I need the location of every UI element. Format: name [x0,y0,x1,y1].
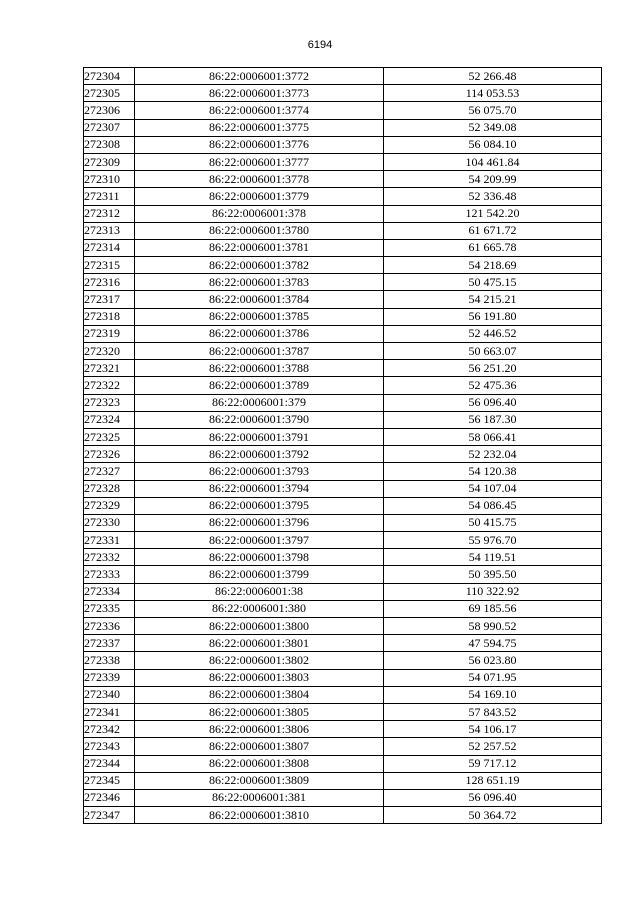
cadastral-number-cell: 86:22:0006001:3776 [135,136,384,153]
cadastral-number-cell: 86:22:0006001:3779 [135,188,384,205]
table-row [84,772,602,789]
cadastral-value-cell: 54 215.21 [384,291,602,308]
cadastral-number-cell: 86:22:0006001:3784 [135,291,384,308]
cadastral-number-cell: 86:22:0006001:3798 [135,549,384,566]
cadastral-number-cell: 86:22:0006001:3793 [135,463,384,480]
row-id-cell: 272345 [84,772,135,789]
table-row [84,222,602,239]
row-id-cell: 272316 [84,274,135,291]
cadastral-value-cell: 58 066.41 [384,428,602,445]
cadastral-value-cell: 59 717.12 [384,755,602,772]
table-row [84,686,602,703]
table-row [84,205,602,222]
cadastral-value-cell: 55 976.70 [384,532,602,549]
row-id-cell: 272339 [84,669,135,686]
cadastral-number-cell: 86:22:0006001:3780 [135,222,384,239]
cadastral-number-cell: 86:22:0006001:3805 [135,703,384,720]
row-id-cell: 272309 [84,153,135,170]
row-id-cell: 272333 [84,566,135,583]
cadastral-value-cell: 121 542.20 [384,205,602,222]
cadastral-value-cell: 56 187.30 [384,411,602,428]
row-id-cell: 272312 [84,205,135,222]
cadastral-number-cell: 86:22:0006001:3777 [135,153,384,170]
table-row [84,411,602,428]
cadastral-value-cell: 54 119.51 [384,549,602,566]
cadastral-number-cell: 86:22:0006001:3795 [135,497,384,514]
cadastral-number-cell: 86:22:0006001:3778 [135,171,384,188]
row-id-cell: 272320 [84,343,135,360]
table-row [84,618,602,635]
cadastral-value-cell: 56 251.20 [384,360,602,377]
table-body [84,68,602,824]
table-row [84,171,602,188]
table-row [84,514,602,531]
cadastral-value-cell: 54 071.95 [384,669,602,686]
cadastral-number-cell: 86:22:0006001:3788 [135,360,384,377]
table-row [84,291,602,308]
row-id-cell: 272307 [84,119,135,136]
row-id-cell: 272324 [84,411,135,428]
table-row [84,532,602,549]
cadastral-number-cell: 86:22:0006001:3804 [135,686,384,703]
cadastral-number-cell: 86:22:0006001:3782 [135,257,384,274]
cadastral-value-cell: 50 475.15 [384,274,602,291]
cadastral-number-cell: 86:22:0006001:3783 [135,274,384,291]
cadastral-value-cell: 54 106.17 [384,721,602,738]
row-id-cell: 272327 [84,463,135,480]
cadastral-value-cell: 56 096.40 [384,789,602,806]
table-row [84,239,602,256]
table-row [84,789,602,806]
row-id-cell: 272344 [84,755,135,772]
cadastral-value-cell: 47 594.75 [384,635,602,652]
cadastral-value-cell: 54 086.45 [384,497,602,514]
cadastral-number-cell: 86:22:0006001:3774 [135,102,384,119]
table-row [84,102,602,119]
row-id-cell: 272325 [84,428,135,445]
cadastral-value-cell: 52 336.48 [384,188,602,205]
cadastral-value-cell: 54 209.99 [384,171,602,188]
table-row [84,703,602,720]
cadastral-number-cell: 86:22:0006001:3797 [135,532,384,549]
cadastral-number-cell: 86:22:0006001:3790 [135,411,384,428]
table-row [84,325,602,342]
row-id-cell: 272313 [84,222,135,239]
table-row [84,377,602,394]
cadastral-number-cell: 86:22:0006001:3787 [135,343,384,360]
cadastral-value-cell: 54 107.04 [384,480,602,497]
cadastral-number-cell: 86:22:0006001:378 [135,205,384,222]
cadastral-value-cell: 56 084.10 [384,136,602,153]
row-id-cell: 272338 [84,652,135,669]
table-row [84,85,602,102]
cadastral-number-cell: 86:22:0006001:3775 [135,119,384,136]
row-id-cell: 272342 [84,721,135,738]
row-id-cell: 272308 [84,136,135,153]
table-row [84,669,602,686]
row-id-cell: 272337 [84,635,135,652]
row-id-cell: 272332 [84,549,135,566]
row-id-cell: 272334 [84,583,135,600]
table-row [84,68,602,85]
cadastral-number-cell: 86:22:0006001:3807 [135,738,384,755]
table-row [84,566,602,583]
cadastral-value-cell: 50 364.72 [384,807,602,824]
cadastral-number-cell: 86:22:0006001:380 [135,600,384,617]
cadastral-number-cell: 86:22:0006001:3802 [135,652,384,669]
cadastral-number-cell: 86:22:0006001:38 [135,583,384,600]
cadastral-value-cell: 56 075.70 [384,102,602,119]
cadastral-number-cell: 86:22:0006001:3789 [135,377,384,394]
cadastral-value-cell: 61 671.72 [384,222,602,239]
table-row [84,153,602,170]
table-row [84,274,602,291]
table-row [84,807,602,824]
row-id-cell: 272304 [84,68,135,85]
page-number: 6194 [307,39,333,51]
row-id-cell: 272321 [84,360,135,377]
table-row [84,635,602,652]
row-id-cell: 272335 [84,600,135,617]
cadastral-number-cell: 86:22:0006001:3800 [135,618,384,635]
cadastral-value-cell: 50 415.75 [384,514,602,531]
row-id-cell: 272328 [84,480,135,497]
row-id-cell: 272311 [84,188,135,205]
row-id-cell: 272317 [84,291,135,308]
cadastral-number-cell: 86:22:0006001:3792 [135,446,384,463]
table-row [84,257,602,274]
table-row [84,428,602,445]
cadastral-number-cell: 86:22:0006001:3794 [135,480,384,497]
cadastral-value-cell: 50 663.07 [384,343,602,360]
table-row [84,652,602,669]
cadastral-value-cell: 57 843.52 [384,703,602,720]
cadastral-value-table [83,67,602,824]
cadastral-value-cell: 54 218.69 [384,257,602,274]
cadastral-number-cell: 86:22:0006001:3786 [135,325,384,342]
cadastral-number-cell: 86:22:0006001:3810 [135,807,384,824]
row-id-cell: 272331 [84,532,135,549]
cadastral-number-cell: 86:22:0006001:3773 [135,85,384,102]
cadastral-value-cell: 52 475.36 [384,377,602,394]
cadastral-number-cell: 86:22:0006001:3801 [135,635,384,652]
cadastral-number-cell: 86:22:0006001:3803 [135,669,384,686]
row-id-cell: 272310 [84,171,135,188]
table-row [84,755,602,772]
cadastral-value-cell: 52 349.08 [384,119,602,136]
row-id-cell: 272340 [84,686,135,703]
row-id-cell: 272326 [84,446,135,463]
table-row [84,721,602,738]
cadastral-value-cell: 54 169.10 [384,686,602,703]
cadastral-number-cell: 86:22:0006001:379 [135,394,384,411]
cadastral-number-cell: 86:22:0006001:3796 [135,514,384,531]
table-row [84,549,602,566]
row-id-cell: 272315 [84,257,135,274]
cadastral-number-cell: 86:22:0006001:381 [135,789,384,806]
cadastral-number-cell: 86:22:0006001:3808 [135,755,384,772]
cadastral-value-cell: 61 665.78 [384,239,602,256]
row-id-cell: 272319 [84,325,135,342]
table-row [84,136,602,153]
row-id-cell: 272322 [84,377,135,394]
row-id-cell: 272323 [84,394,135,411]
row-id-cell: 272329 [84,497,135,514]
table-row [84,360,602,377]
table-row [84,600,602,617]
cadastral-number-cell: 86:22:0006001:3791 [135,428,384,445]
table-row [84,497,602,514]
table-row [84,119,602,136]
cadastral-number-cell: 86:22:0006001:3806 [135,721,384,738]
cadastral-value-cell: 52 257.52 [384,738,602,755]
row-id-cell: 272347 [84,807,135,824]
table-row [84,394,602,411]
row-id-cell: 272318 [84,308,135,325]
row-id-cell: 272314 [84,239,135,256]
cadastral-value-cell: 56 096.40 [384,394,602,411]
row-id-cell: 272330 [84,514,135,531]
row-id-cell: 272305 [84,85,135,102]
row-id-cell: 272346 [84,789,135,806]
cadastral-value-cell: 114 053.53 [384,85,602,102]
cadastral-number-cell: 86:22:0006001:3809 [135,772,384,789]
row-id-cell: 272341 [84,703,135,720]
cadastral-value-cell: 69 185.56 [384,600,602,617]
table-row [84,738,602,755]
cadastral-value-cell: 56 191.80 [384,308,602,325]
row-id-cell: 272343 [84,738,135,755]
cadastral-number-cell: 86:22:0006001:3799 [135,566,384,583]
cadastral-value-cell: 128 651.19 [384,772,602,789]
cadastral-number-cell: 86:22:0006001:3785 [135,308,384,325]
table-row [84,463,602,480]
table-row [84,480,602,497]
table-row [84,446,602,463]
cadastral-number-cell: 86:22:0006001:3772 [135,68,384,85]
cadastral-value-cell: 56 023.80 [384,652,602,669]
cadastral-value-cell: 58 990.52 [384,618,602,635]
table-row [84,583,602,600]
cadastral-number-cell: 86:22:0006001:3781 [135,239,384,256]
cadastral-value-cell: 50 395.50 [384,566,602,583]
table-row [84,343,602,360]
cadastral-value-cell: 104 461.84 [384,153,602,170]
cadastral-value-cell: 52 232.04 [384,446,602,463]
cadastral-value-cell: 52 266.48 [384,68,602,85]
table-row [84,308,602,325]
cadastral-value-cell: 52 446.52 [384,325,602,342]
row-id-cell: 272306 [84,102,135,119]
cadastral-value-cell: 54 120.38 [384,463,602,480]
row-id-cell: 272336 [84,618,135,635]
table-row [84,188,602,205]
cadastral-value-cell: 110 322.92 [384,583,602,600]
